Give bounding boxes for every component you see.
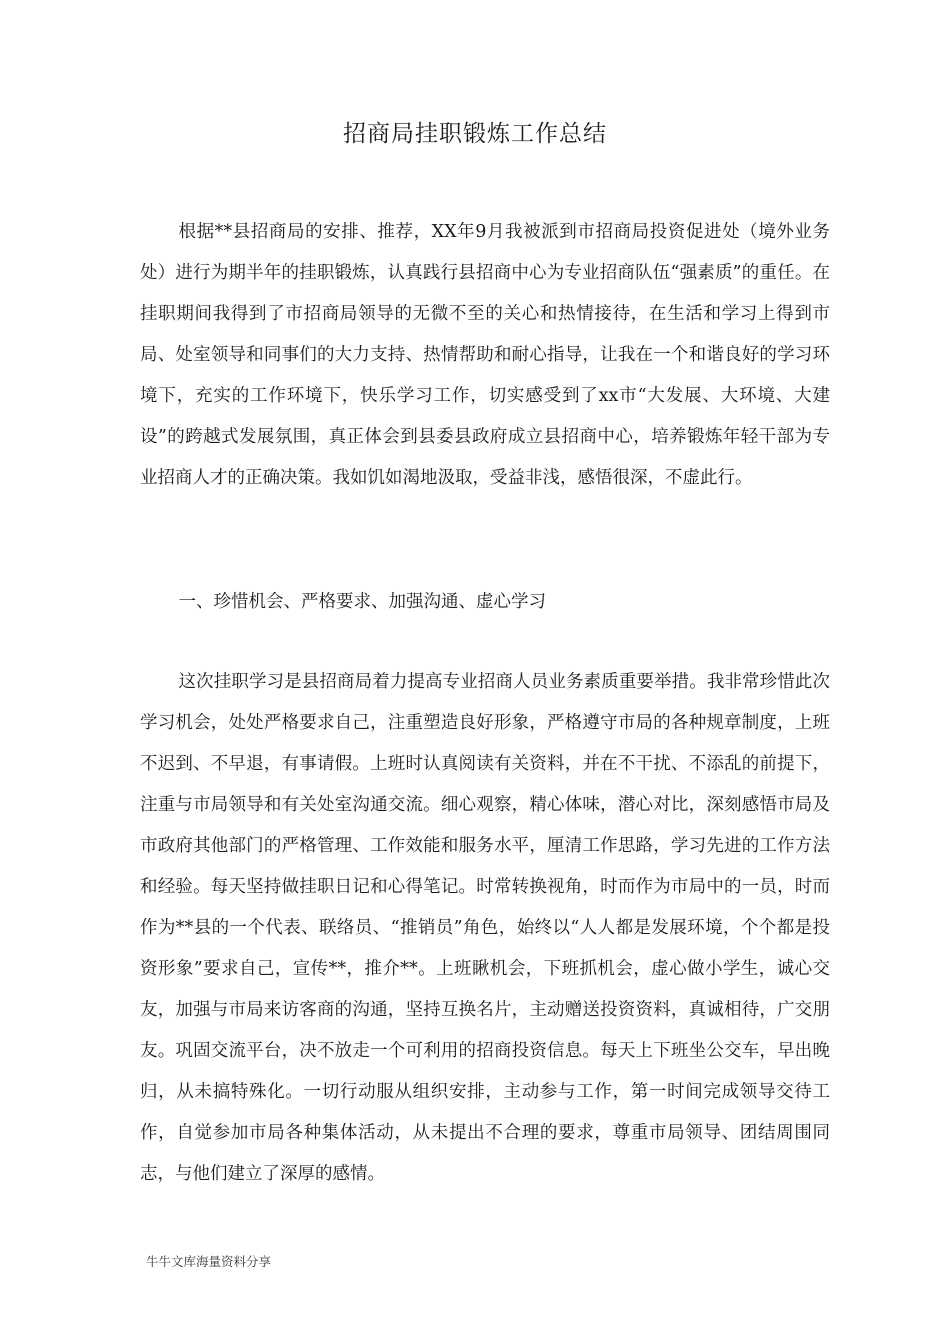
section-paragraph: 这次挂职学习是县招商局着力提高专业招商人员业务素质重要举措。我非常珍惜此次学习机会，处处严格要求自己，注重塑造良好形象，严格遵守市局的各种规章制度，上班不迟到、不早退，有事请假。上班时认真阅读有关资料，并在不干扰、不添乱的前提下，注重与市局领导和有关处室沟通交流。细心观察，精心体味，潜心对比，深刻感悟市局及市政府其他部门的严格管理、工作效能和服务水平，厘清工作思路，学习先进的工作方法和经验。每天坚持做挂职日记和心得笔记。时常转换视角，时而作为市局中的一员，时而作为**县的一个代表、联络员、“推销员”角色，始终以“人人都是发展环境，个个都是投资形象”要求自己，宣传**，推介**。上班瞅机会，下班抓机会，虚心做小学生，诚心交友，加强与市局来访客商的沟通，坚持互换名片，主动赠送投资资料，真诚相待，广交朋友。巩固交流平台，决不放走一个可利用的招商投资信息。每天上下班坐公交车，早出晚归，从未搞特殊化。一切行动服从组织安排，主动参与工作，第一时间完成领导交待工作，自觉参加市局各种集体活动，从未提出不合理的要求，尊重市局领导、团结周围同志，与他们建立了深厚的感情。 [140, 672, 830, 1184]
footer-text: 牛牛文库海量资料分享 [146, 1254, 272, 1269]
document-title: 招商局挂职锻炼工作总结 [343, 121, 607, 147]
section-heading: 一、珍惜机会、严格要求、加强沟通、虚心学习 [178, 592, 546, 612]
intro-paragraph: 根据**县招商局的安排、推荐，XX年9月我被派到市招商局投资促进处（境外业务处）进行为期半年的挂职锻炼，认真践行县招商中心为专业招商队伍“强素质”的重任。在挂职期间我得到了市招商局领导的无微不至的关心和热情接待，在生活和学习上得到市局、处室领导和同事们的大力支持、热情帮助和耐心指导，让我在一个和谐良好的学习环境下，充实的工作环境下，快乐学习工作，切实感受到了xx市“大发展、大环境、大建设”的跨越式发展氛围，真正体会到县委县政府成立县招商中心，培养锻炼年轻干部为专业招商人才的正确决策。我如饥如渴地汲取，受益非浅，感悟很深，不虚此行。 [140, 222, 830, 488]
